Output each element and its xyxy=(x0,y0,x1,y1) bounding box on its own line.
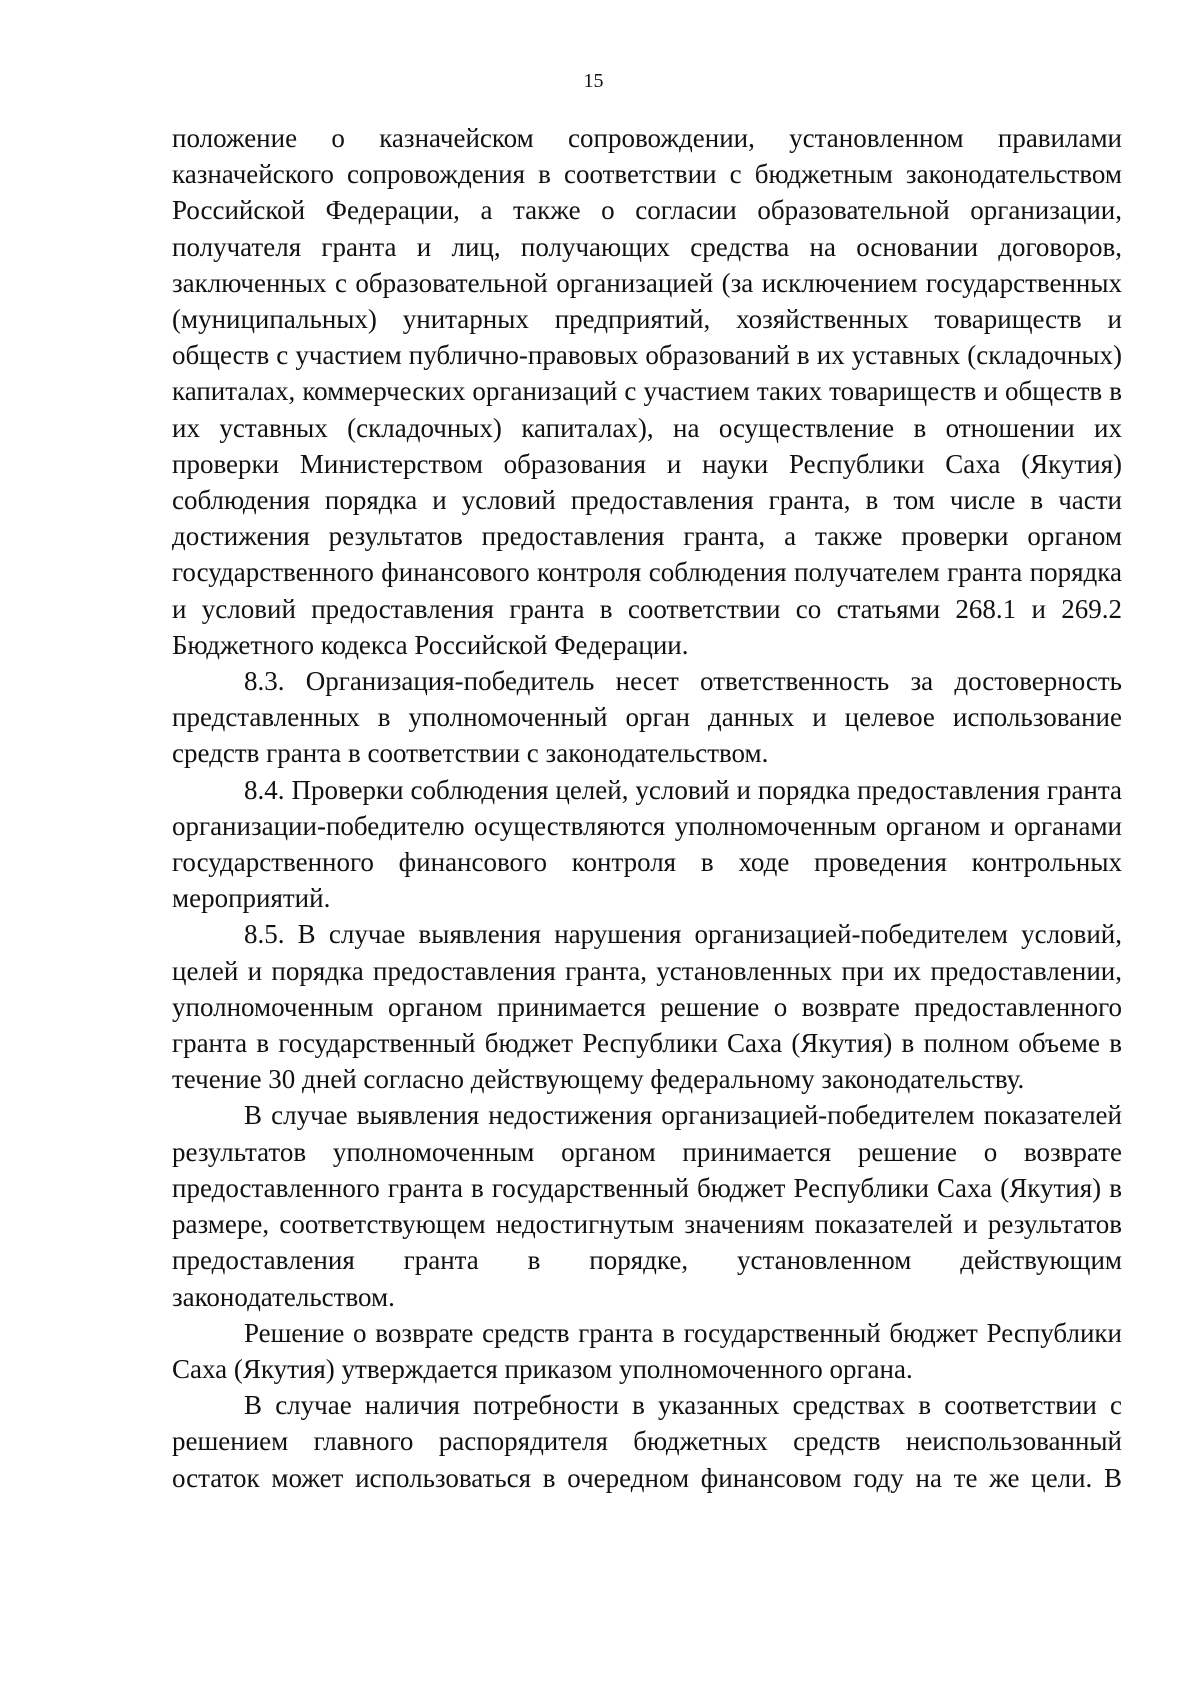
document-body xyxy=(172,120,1122,1496)
paragraph-8-3: 8.3. Организация-победитель несет ответственность за достоверность представленных в уполномоченный орган данных и целевое использование средств гранта в соответствии с законодательством. xyxy=(172,666,1122,769)
paragraph-treasury-support-consent: положение о казначейском сопровождении, установленном правилами казначейского сопровождения в соответствии с бюджетным законодательством Российской Федерации, а также о согласии образовательной организации, получателя гранта и лиц, получающих средства на основании договоров, заключенных с образовательной организацией (за исключением государственных (муниципальных) унитарных предприятий, хозяйственных товариществ и обществ с участием публично-правовых образований в их уставных (складочных) капиталах, коммерческих организаций с участием таких товариществ и обществ в их уставных (складочных) капиталах), на осуществление в отношении их проверки Министерством образования и науки Республики Саха (Якутия) соблюдения порядка и условий предоставления гранта, в том числе в части достижения результатов предоставления гранта, а также проверки органом государственного финансового контроля соблюдения получателем гранта порядка и условий предоставления гранта в соответствии со статьями 268.1 и 269.2 Бюджетного кодекса Российской Федерации. xyxy=(172,123,1122,660)
paragraph-return-decision: Решение о возврате средств гранта в государственный бюджет Республики Саха (Якутия) утверждается приказом уполномоченного органа. xyxy=(172,1317,1122,1384)
paragraph-unused-balance: В случае наличия потребности в указанных средствах в соответствии с решением главного распорядителя бюджетных средств неиспользованный остаток может использоваться в очередном финансовом году на те же цели. В xyxy=(172,1390,1122,1493)
page-number: 15 xyxy=(583,70,604,92)
paragraph-8-5: 8.5. В случае выявления нарушения организацией-победителем условий, целей и порядка предоставления гранта, установленных при их предоставлении, уполномоченным органом принимается решение о возврате предоставленного гранта в государственный бюджет Республики Саха (Якутия) в полном объеме в течение 30 дней согласно действующему федеральному законодательству. xyxy=(172,919,1122,1095)
paragraph-8-4: 8.4. Проверки соблюдения целей, условий и порядка предоставления гранта организации-победителю осуществляются уполномоченным органом и органами государственного финансового контроля в ходе проведения контрольных мероприятий. xyxy=(172,774,1122,914)
paragraph-non-achievement: В случае выявления недостижения организацией-победителем показателей результатов уполномоченным органом принимается решение о возврате предоставленного гранта в государственный бюджет Республики Саха (Якутия) в размере, соответствующем недостигнутым значениям показателей и результатов предоставления гранта в порядке, установленном действующим законодательством. xyxy=(172,1100,1122,1312)
